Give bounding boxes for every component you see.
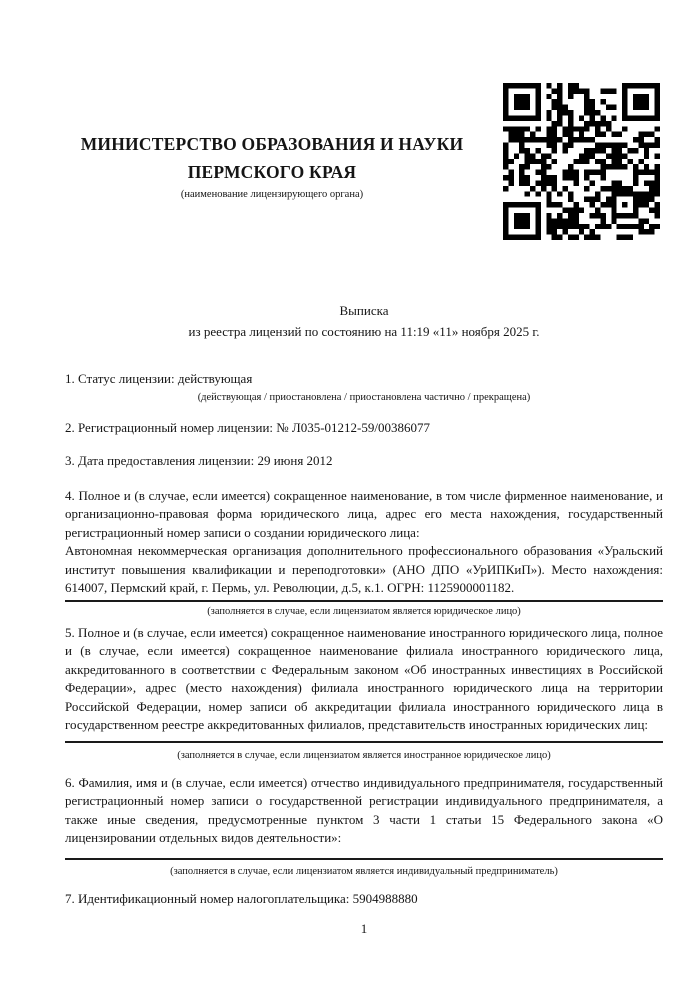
section-3-license-date: 3. Дата предоставления лицензии: 29 июня 2012 [65,453,333,468]
section-6-underline [65,858,663,860]
section-4-legal-entity-heading: 4. Полное и (в случае, если имеется) сокращенное наименование, в том числе фирменное наименование, и организационно-правовая форма юридического лица, адрес его места нахождения, государственный регистрационный номер записи о создании юридического лица: [65,487,663,540]
qr-code-icon [503,83,660,240]
ministry-name-line1: МИНИСТЕРСТВО ОБРАЗОВАНИЯ И НАУКИ [80,134,464,154]
section-1-license-status: 1. Статус лицензии: действующая [65,371,253,386]
document-title [65,300,663,342]
page-number: 1 [360,921,368,936]
section-5-foreign-entity-heading: 5. Полное и (в случае, если имеется) сокращенное наименование иностранного юридического лица, полное и (в случае, если имеется) сокращенное наименование филиала иностранного юридического лица, аккредитованного в соответствии с Федеральным законом «Об иностранных инвестициях в Российской Федерации», адрес (место нахождения) филиала иностранного юридического лица на территории Российской Федерации, номер записи об аккредитации филиала иностранного юридического лица в государственном реестре аккредитованных филиалов, представительств иностранных юридических лиц: [65,624,663,732]
authority-caption: (наименование лицензирующего органа) [180,189,364,200]
section-4-note: (заполняется в случае, если лицензиатом является юридическое лицо) [207,605,521,617]
section-6-entrepreneur-heading: 6. Фамилия, имя и (в случае, если имеется) отчество индивидуального предпринимателя, государственный регистрационный номер записи о государственной регистрации индивидуального предпринимателя, а также иные сведения, предусмотренные пунктом 3 части 1 статьи 15 Федерального закона «О лицензировании отдельных видов деятельности»: [65,774,663,845]
section-5-note: (заполняется в случае, если лицензиатом является иностранное юридическое лицо) [177,749,551,761]
section-7-taxpayer-number: 7. Идентификационный номер налогоплательщика: 5904988880 [65,890,418,906]
document-title-line1: Выписка [339,303,389,318]
section-2-registration-number: 2. Регистрационный номер лицензии: № Л035-01212-59/00386077 [65,419,431,435]
document-title-line2: из реестра лицензий по состоянию на 11:19 «11» ноября 2025 г. [188,324,540,339]
licensing-authority-header [65,130,479,202]
section-4-underline [65,600,663,602]
section-6-note: (заполняется в случае, если лицензиатом является индивидуальный предприниматель) [170,865,558,877]
section-5-underline [65,741,663,743]
section-4-legal-entity-value: Автономная некоммерческая организация дополнительного профессионального образования «Уральский институт повышения квалификации и переподготовки» (АНО ДПО «УрИПКиП»). Место нахождения: 614007, Пермский край, г. Пермь, ул. Революции, д.5, к.1. ОГРН: 1125900001182. [65,543,663,595]
section-1-note: (действующая / приостановлена / приостановлена частично / прекращена) [197,391,531,403]
ministry-name-line2: ПЕРМСКОГО КРАЯ [187,162,357,182]
